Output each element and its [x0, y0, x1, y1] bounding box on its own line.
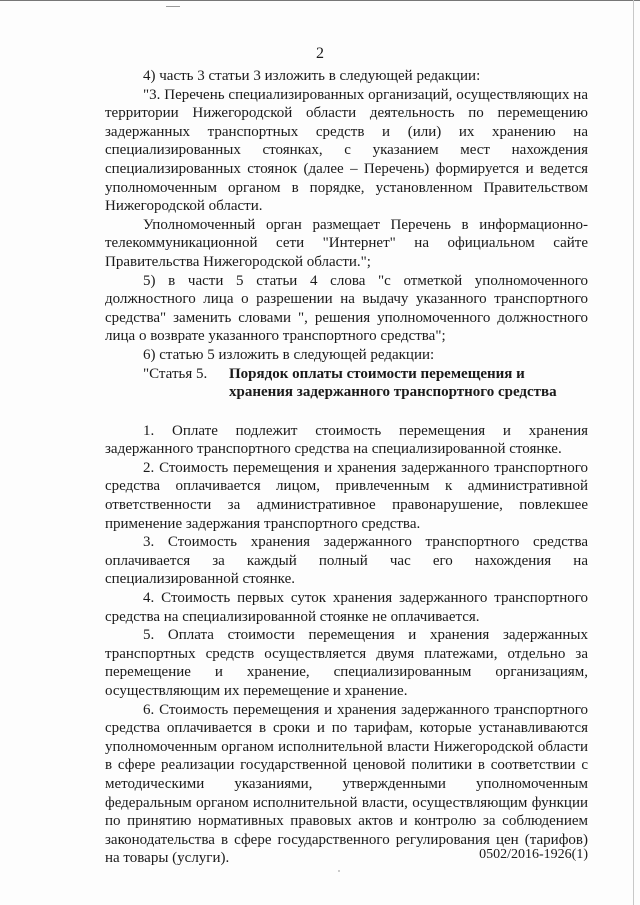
scan-mark [166, 6, 180, 7]
paragraph: "3. Перечень специализированных организаций, осуществляющих на территории Нижегородской области деятельность по перемещению задержанных транспортных средств и (или) их хранению на специализированных стоянках, с указанием мест нахождения специализированных стоянок (далее – Перечень) формируется и ведется уполномоченным органом в порядке, установленном Правительством Нижегородской области. [105, 86, 588, 215]
document-code: 0502/2016-1926(1) [479, 847, 588, 862]
paragraph: 2. Стоимость перемещения и хранения задержанного транспортного средства оплачивается лицом, привлеченным к административной ответственности за административное правонарушение, повлекшее применение задержания транспортного средства. [105, 459, 588, 532]
document-body [105, 67, 588, 868]
page-number: 2 [316, 45, 324, 62]
paragraph: 6) статью 5 изложить в следующей редакции: [143, 346, 435, 363]
article-heading [105, 365, 588, 402]
scan-top-edge [0, 0, 640, 5]
article-title: Порядок оплаты стоимости перемещения и хранения задержанного транспортного средства [229, 365, 557, 401]
scan-right-edge [633, 0, 634, 905]
paragraph: 4) часть 3 статьи 3 изложить в следующей редакции: [143, 68, 481, 84]
paragraph: Уполномоченный орган размещает Перечень в информационно-телекоммуникационной сети "Интернет" на официальном сайте Правительства Нижегородской области."; [105, 216, 588, 270]
paragraph: 4. Стоимость первых суток хранения задержанного транспортного средства на специализированной стоянке не оплачивается. [105, 590, 588, 625]
paragraph: 3. Стоимость хранения задержанного транспортного средства оплачивается за каждый полный час его нахождения на специализированной стоянке. [105, 534, 588, 588]
paragraph: 6. Стоимость перемещения и хранения задержанного транспортного средства оплачивается в сроки и по тарифам, которые устанавливаются уполномоченным органом исполнительной власти Нижегородской области в сфере реализации государственной ценовой политики в соответствии с методическими указаниями, утвержденными уполномоченным федеральным органом исполнительной власти, осуществляющим функции по принятию нормативных правовых актов и контролю за соблюдением законодательства в сфере государственного регулирования цен (тарифов) на товары (услуги). [105, 701, 588, 867]
paragraph: 5. Оплата стоимости перемещения и хранения задержанных транспортных средств осуществляется двумя платежами, отдельно за перемещение и хранение, специализированным организациям, осуществляющим их перемещение и хранение. [105, 627, 588, 699]
paragraph: 5) в части 5 статьи 4 слова "с отметкой уполномоченного должностного лица о разрешении на выдачу указанного транспортного средства" заменить словами ", решения уполномоченного должностного лица о возврате указанного транспортного средства"; [105, 272, 588, 345]
paragraph: 1. Оплате подлежит стоимость перемещения и хранения задержанного транспортного средства на специализированной стоянке. [105, 422, 588, 458]
scan-speck [338, 870, 340, 872]
article-label: "Статья 5. [143, 365, 208, 382]
